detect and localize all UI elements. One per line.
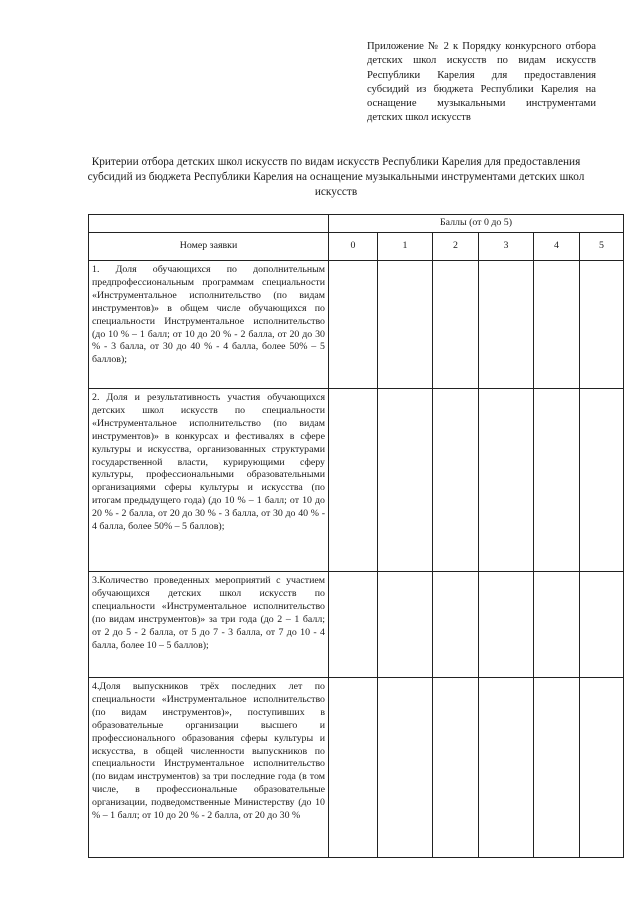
criterion-row [89, 678, 624, 858]
score-cell [433, 572, 479, 678]
criterion-row [89, 261, 624, 389]
score-cell [580, 389, 624, 572]
header-row-values [89, 233, 624, 261]
score-cell [534, 572, 580, 678]
score-cell [329, 389, 378, 572]
header-blank-cell [89, 215, 329, 233]
score-header-0: 0 [329, 233, 378, 261]
score-cell [479, 678, 534, 858]
score-cell [329, 678, 378, 858]
score-cell [479, 572, 534, 678]
score-cell [433, 678, 479, 858]
score-cell [479, 389, 534, 572]
score-cell [378, 678, 433, 858]
criterion-text: 3.Количество проведенных мероприятий с участием обучающихся детских школ искусств по специальности «Инструментальное исполнительство (по видам инструментов)» за три года (до 2 – 1 балл; от 2 до 5 - 2 балла, от 5 до 7 - 3 балла, от 7 до 10 - 4 балла, более 10 – 5 баллов); [89, 572, 329, 678]
score-cell [329, 572, 378, 678]
scores-header: Баллы (от 0 до 5) [329, 215, 624, 233]
score-cell [580, 572, 624, 678]
score-header-1: 1 [378, 233, 433, 261]
criterion-text: 4.Доля выпускников трёх последних лет по специальности «Инструментальное исполнительство (по видам инструментов)», поступивших в образовательные организации высшего и профессионального образования сферы культуры и искусства, в общей численности выпускников по специальности Инструментальное исполнительство (по видам инструментов) за три последние года (в том числе, в профессиональные образовательные организации, подведомственные Министерству (до 10 % – 1 балл; от 10 до 20 % - 2 балла, от 20 до 30 % [89, 678, 329, 858]
header-row-scores [89, 215, 624, 233]
criteria-table [88, 214, 624, 858]
score-cell [378, 389, 433, 572]
score-cell [433, 261, 479, 389]
criterion-row [89, 572, 624, 678]
score-cell [433, 389, 479, 572]
score-header-3: 3 [479, 233, 534, 261]
score-cell [580, 261, 624, 389]
application-number-header: Номер заявки [89, 233, 329, 261]
score-cell [479, 261, 534, 389]
score-cell [534, 389, 580, 572]
score-cell [534, 261, 580, 389]
criterion-row [89, 389, 624, 572]
score-header-2: 2 [433, 233, 479, 261]
score-header-4: 4 [534, 233, 580, 261]
criterion-text: 1. Доля обучающихся по дополнительным предпрофессиональным программам специальности «Инструментальное исполнительство (по видам инструментов)» в общем числе обучающихся по специальности Инструментальное исполнительство (до 10 % – 1 балл; от 10 до 20 % - 2 балла, от 20 до 30 % - 3 балла, от 30 до 40 % - 4 балла, более 50% – 5 баллов); [89, 261, 329, 389]
appendix-note: Приложение № 2 к Порядку конкурсного отбора детских школ искусств по видам искусств Республики Карелия для предоставления субсидий из бюджета Республики Карелия на оснащение музыкальными инструментами детских школ искусств [367, 41, 596, 124]
score-cell [534, 678, 580, 858]
criterion-text: 2. Доля и результативность участия обучающихся детских школ искусств по специальности «Инструментальное исполнительство (по видам инструментов)» в конкурсах и фестивалях в сфере культуры и искусства, организованных структурами государственной власти, курирующими сферу культуры, профессиональными образовательными организациями сферы культуры и искусства (по итогам предыдущего года) (до 10 % – 1 балл; от 10 до 20 % - 2 балла, от 20 до 30 % - 3 балла, от 30 до 40 % - 4 балла, более 50% – 5 баллов); [89, 389, 329, 572]
score-cell [329, 261, 378, 389]
score-cell [378, 572, 433, 678]
score-cell [378, 261, 433, 389]
document-title: Критерии отбора детских школ искусств по видам искусств Республики Карелия для предоставления субсидий из бюджета Республики Карелия на оснащение музыкальными инструментами детских школ искусств [87, 156, 585, 198]
score-header-5: 5 [580, 233, 624, 261]
score-cell [580, 678, 624, 858]
